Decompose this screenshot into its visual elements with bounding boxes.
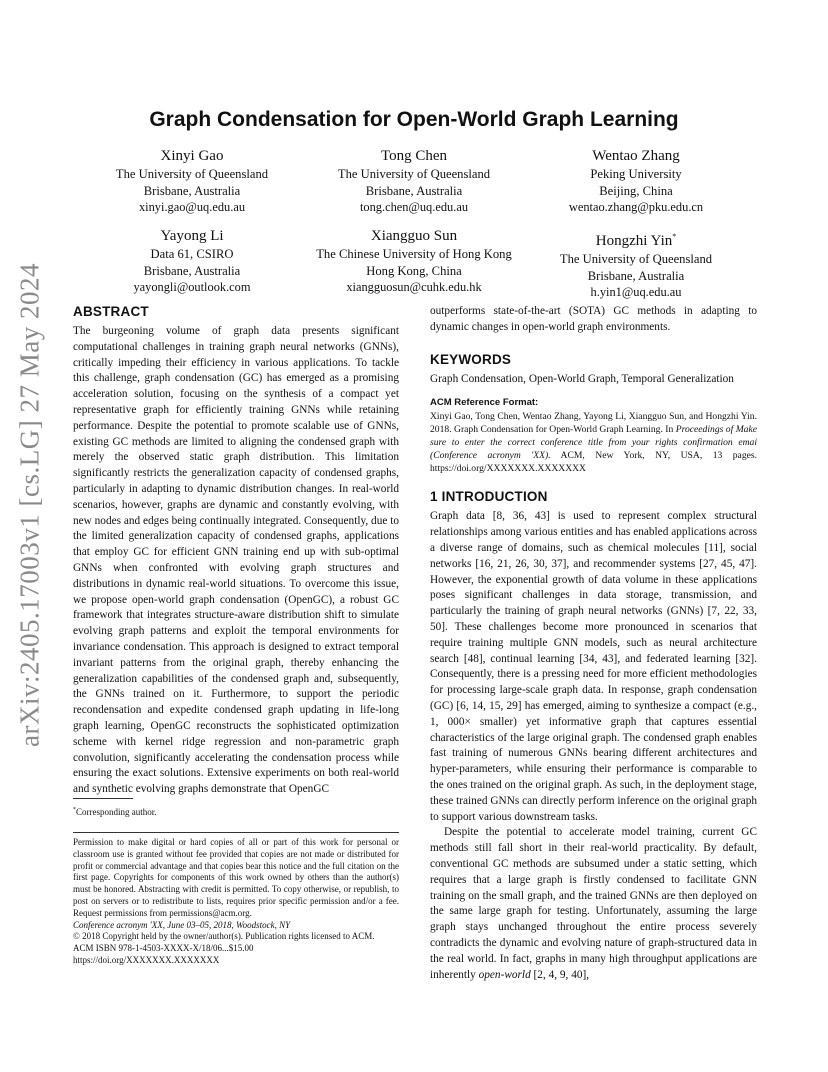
author-name: Tong Chen [380, 148, 448, 164]
author-block [516, 227, 756, 301]
author-name-text: Hongzhi Yin [595, 233, 673, 249]
corresponding-author-mark: * [672, 232, 677, 241]
footnote-mark: * [73, 807, 76, 813]
author-email: yayongli@outlook.com [133, 280, 251, 294]
author-affiliation: Peking University [590, 167, 682, 181]
introduction-paragraph-2-text: Despite the potential to accelerate model training, current GC methods still fall short in their real-world practicality. By default, conventional GC methods are subsumed under a static setting, which requires that a large graph is firstly condensed to facilitate GNN training on the small graph, and the trained GNNs are then deployed on the same large graph for testing. Unfortunately, assuming the large graph stays unchanged throughout the entire process severely contradicts the dynamic and evolving nature of graph-structured data in the real world. In fact, graphs in many high throughput applications are inherently [430, 826, 757, 981]
permission-divider [73, 832, 399, 833]
abstract-heading: ABSTRACT [73, 304, 149, 319]
author-email: xinyi.gao@uq.edu.au [138, 200, 246, 214]
author-name [516, 227, 756, 251]
introduction-paragraph-1: Graph data [8, 36, 43] is used to represent complex structural relationships among various entities and has enabled applications across a diverse range of domains, such as chemical molecules [11], social networks [16, 21, 26, 30, 37], and recommender systems [27, 45, 47]. However, the exponential growth of data volume in these applications poses significant challenges in data storage, transmission, and particularly the training of graph neural networks (GNNs) [7, 22, 33, 50]. These challenges become more pronounced in scenarios that require training multiple GNN models, such as neural architecture search [48], continual learning [34, 43], and federated learning [32]. Consequently, there is a pressing need for more efficient methodologies for processing large-scale graph data. In response, graph condensation (GC) [6, 14, 15, 29] has emerged, aiming to synthesize a compact (e.g., 1, 000× smaller) yet informative graph that captures essential characteristics of the large original graph. The condensed graph enables fast training of numerous GNNs bearing different architectures and hyper-parameters, while ensuring their performance is comparable to the ones trained on the original graph. As such, in the deployment stage, these trained GNNs can directly perform inference on the original graph to support various downstream tasks. [430, 510, 757, 823]
author-location: Brisbane, Australia [365, 183, 463, 198]
arxiv-watermark-text: arXiv:2405.17003v1 [cs.LG] 27 May 2024 [14, 263, 45, 747]
introduction-heading: 1 INTRODUCTION [430, 489, 548, 505]
open-world-emphasis: open-world [478, 968, 531, 981]
footnote [73, 804, 399, 818]
introduction-paragraph-2-tail: [2, 4, 9, 40], [530, 968, 590, 981]
abstract-continuation: outperforms state-of-the-art (SOTA) GC methods in adapting to dynamic changes in open-world graph environments. [430, 305, 757, 333]
acm-reference-suffix: ACM, New York, NY, USA, 13 pages. https://doi.org/XXXXXXX.XXXXXXX [430, 450, 758, 475]
keywords-text: Graph Condensation, Open-World Graph, Temporal Generalization [430, 372, 734, 385]
author-location: Brisbane, Australia [143, 183, 241, 198]
author-affiliation: The University of Queensland [115, 167, 269, 181]
author-name: Wentao Zhang [592, 148, 680, 164]
conference-line: Conference acronym 'XX, June 03–05, 2018, Woodstock, NY [73, 919, 291, 930]
author-name: Xiangguo Sun [370, 228, 458, 244]
author-name: Xinyi Gao [160, 148, 224, 164]
footnote-text: Corresponding author. [76, 807, 157, 817]
author-email: h.yin1@uq.edu.au [590, 285, 682, 299]
author-email: tong.chen@uq.edu.au [359, 200, 469, 214]
author-email: xiangguosun@cuhk.edu.hk [346, 280, 482, 294]
acm-reference-heading: ACM Reference Format: [430, 397, 539, 409]
right-column [430, 304, 757, 983]
paper-title: Graph Condensation for Open-World Graph Learning [149, 108, 679, 131]
permission-block [73, 837, 399, 967]
footnote-divider [73, 798, 133, 799]
author-block [294, 147, 534, 216]
author-block [294, 227, 534, 296]
author-location: Brisbane, Australia [143, 263, 241, 278]
author-affiliation: The University of Queensland [559, 252, 713, 266]
left-column [73, 304, 399, 798]
author-location: Brisbane, Australia [587, 268, 685, 283]
acm-reference-prefix: Xinyi Gao, Tong Chen, Wentao Zhang, Yayong Li, Xiangguo Sun, and Hongzhi Yin. 2018. Graph Condensation for Open-World Graph Learning. In [430, 411, 757, 436]
abstract-text: The burgeoning volume of graph data presents significant computational challenges in training graph neural networks (GNNs), critically impeding their efficiency in various applications. To tackle this challenge, graph condensation (GC) has emerged as a promising acceleration solution, focusing on the synthesis of a compact yet representative graph for efficiently training GNNs while retaining performance. Despite the potential to promote scalable use of GNNs, existing GC methods are limited to aligning the condensed graph with merely the observed static graph distribution. This limitation significantly restricts the generalization capacity of condensed graphs, particularly in adapting to dynamic distribution changes. In real-world scenarios, however, graphs are dynamic and constantly evolving, with new nodes and edges being continually integrated. Consequently, due to the limited generalization capacity of condensed graphs, applications that employ GC for efficient GNN training end up with sub-optimal GNNs when confronted with evolving graph structures and distributions in dynamic real-world situations. To overcome this issue, we propose open-world graph condensation (OpenGC), a robust GC framework that integrates structure-aware distribution shift to simulate evolving graph patterns and exploit the temporal environments for invariance condensation. This approach is designed to extract temporal invariant patterns from the original graph, thereby enhancing the generalization capabilities of the condensed graph and, subsequently, the GNNs trained on it. Furthermore, to support the periodic recondensation and expedite condensed graph updating in life-long graph learning, OpenGC reconstructs the sophisticated optimization scheme with kernel ridge regression and non-parametric graph convolution, significantly accelerating the condensation process while ensuring the exact solutions. Extensive experiments on both real-world and synthetic evolving graphs demonstrate that OpenGC [73, 325, 399, 796]
isbn-line: ACM ISBN 978-1-4503-XXXX-X/18/06...$15.00 [73, 943, 254, 954]
acm-reference-text [430, 410, 757, 475]
arxiv-watermark [10, 263, 50, 747]
author-block [72, 227, 312, 296]
copyright-line: © 2018 Copyright held by the owner/author(s). Publication rights licensed to ACM. [73, 931, 375, 942]
author-location: Hong Kong, China [366, 263, 462, 278]
doi-link[interactable]: https://doi.org/XXXXXXX.XXXXXXX [73, 954, 220, 965]
author-block [72, 147, 312, 216]
introduction-paragraph-2 [430, 825, 757, 983]
author-affiliation: The University of Queensland [337, 167, 491, 181]
acm-reference-venue: Proceedings of Make sure to enter the correct conference title from your rights confirmation emai (Conference acronym 'XX). [430, 424, 757, 462]
author-affiliation: Data 61, CSIRO [150, 247, 234, 261]
permission-text: Permission to make digital or hard copies of all or part of this work for personal or classroom use is granted without fee provided that copies are not made or distributed for profit or commercial advantage and that copies bear this notice and the full citation on the first page. Copyrights for components of this work owned by others than the author(s) must be honored. Abstracting with credit is permitted. To copy otherwise, or republish, to post on servers or to redistribute to lists, requires prior specific permission and/or a fee. Request permissions from permissions@acm.org. [73, 837, 399, 918]
author-name: Yayong Li [160, 228, 224, 244]
author-affiliation: The Chinese University of Hong Kong [316, 247, 512, 261]
author-email: wentao.zhang@pku.edu.cn [568, 200, 704, 214]
author-location: Beijing, China [599, 183, 673, 198]
keywords-heading: KEYWORDS [430, 351, 512, 367]
author-block [516, 147, 756, 216]
